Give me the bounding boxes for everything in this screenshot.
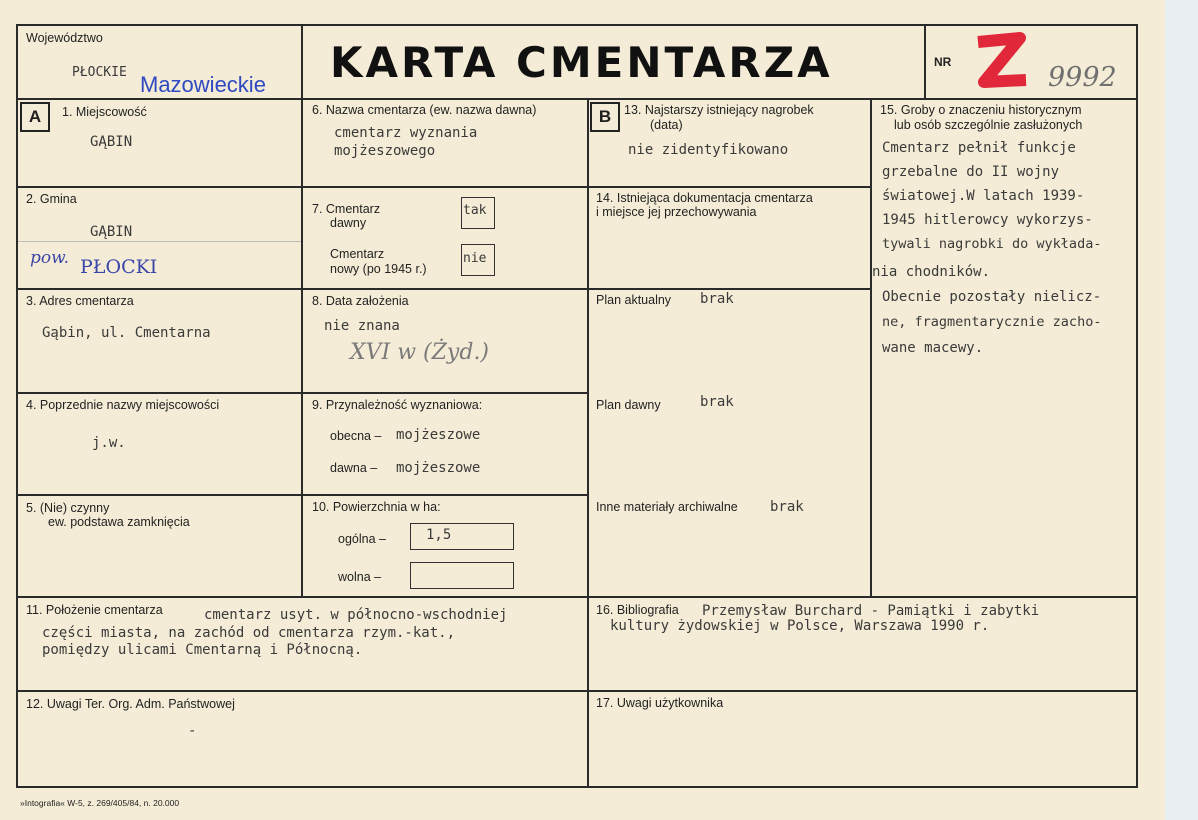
rule-col3: [870, 98, 872, 596]
f10-label: 10. Powierzchnia w ha:: [312, 500, 441, 514]
f7-label: 7. Cmentarz: [312, 202, 381, 216]
f7-dawny-value: tak: [463, 203, 487, 218]
nr-label: NR: [934, 55, 952, 69]
f2-label: 2. Gmina: [26, 192, 77, 206]
f15-line-4: 1945 hitlerowcy wykorzys-: [882, 212, 1093, 228]
f4-label: 4. Poprzednie nazwy miejscowości: [26, 398, 220, 412]
f2-divider: [18, 241, 301, 242]
f8-value: nie znana: [324, 318, 400, 334]
f17-label: 17. Uwagi użytkownika: [596, 696, 724, 710]
f1-label: 1. Miejscowość: [62, 105, 147, 119]
f2-value: GĄBIN: [90, 224, 133, 240]
f14-inne-label: Inne materiały archiwalne: [596, 500, 738, 514]
f14-plan-dawny-value: brak: [700, 394, 734, 410]
f4-value: j.w.: [92, 435, 126, 451]
wojewodztwo-value: PŁOCKIE: [72, 65, 127, 80]
f11-line2: części miasta, na zachód od cmentarza rzym.-kat.,: [42, 625, 456, 641]
f3-value: Gąbin, ul. Cmentarna: [42, 325, 211, 341]
f16-line1: Przemysław Burchard - Pamiątki i zabytki: [702, 603, 1040, 619]
f15-line-8: ne, fragmentarycznie zacho-: [882, 314, 1102, 330]
f5-label-line2: ew. podstawa zamknięcia: [48, 515, 190, 529]
f7-dawny-label: dawny: [330, 216, 367, 230]
f3-label: 3. Adres cmentarza: [26, 294, 134, 308]
f15-line-1: Cmentarz pełnił funkcje: [882, 140, 1076, 156]
rule-row2: [18, 288, 870, 290]
f9-obecna-value: mojżeszowe: [396, 427, 481, 443]
f8-label: 8. Data założenia: [312, 294, 409, 308]
f12-value: -: [188, 723, 197, 739]
scan-edge: [1165, 0, 1198, 820]
rule-nr: [924, 26, 926, 98]
f13-label-line1: 13. Najstarszy istniejący nagrobek: [624, 103, 814, 117]
f14-label-line2: i miejsce jej przechowywania: [596, 205, 757, 219]
f16-label: 16. Bibliografia: [596, 603, 679, 617]
f14-plan-aktualny-value: brak: [700, 291, 734, 307]
f8-hand: XVI w (Żyd.): [350, 340, 490, 365]
f9-dawna-value: mojżeszowe: [396, 460, 481, 476]
wojewodztwo-stamp: Mazowieckie: [140, 72, 266, 97]
rule-b13: [587, 186, 870, 188]
f2-pow-value: PŁOCKI: [80, 256, 158, 278]
f12-label: 12. Uwagi Ter. Org. Adm. Państwowej: [26, 697, 235, 711]
wojewodztwo-label: Województwo: [26, 31, 103, 45]
f16-line2: kultury żydowskiej w Polsce, Warszawa 1990 r.: [610, 618, 990, 634]
f7-nowy-label2: nowy (po 1945 r.): [330, 262, 427, 276]
f10-ogolna-value: 1,5: [426, 527, 452, 543]
f6-label: 6. Nazwa cmentarza (ew. nazwa dawna): [312, 103, 537, 117]
f15-line-7: Obecnie pozostały nielicz-: [882, 289, 1102, 305]
f11-label: 11. Położenie cmentarza: [26, 603, 163, 617]
rule-row6: [18, 690, 1136, 692]
f15-line-9: wane macewy.: [882, 340, 984, 356]
f13-label-line2: (data): [650, 118, 683, 132]
f10-wolna-label: wolna –: [338, 570, 382, 584]
f6-value-line2: mojżeszowego: [334, 143, 436, 159]
printer-footer: »Intografia« W-5, z. 269/405/84, n. 20.000: [20, 798, 180, 808]
f15-line-6: nia chodników.: [872, 264, 991, 280]
f15-line-2: grzebalne do II wojny: [882, 164, 1060, 180]
rule-header: [18, 98, 1136, 100]
rule-col2: [587, 98, 589, 788]
f1-value: GĄBIN: [90, 134, 133, 150]
f14-label-line1: 14. Istniejąca dokumentacja cmentarza: [596, 191, 813, 205]
rule-row5: [18, 596, 1136, 598]
f15-line-3: światowej.W latach 1939-: [882, 188, 1085, 204]
f9-label: 9. Przynależność wyznaniowa:: [312, 398, 483, 412]
f14-plan-dawny-label: Plan dawny: [596, 398, 661, 412]
f7-nowy-value: nie: [463, 251, 487, 266]
red-z-mark: [972, 30, 1032, 94]
f9-dawna-label: dawna –: [330, 461, 378, 475]
f10-ogolna-label: ogólna –: [338, 532, 386, 546]
f15-line-5: tywali nagrobki do wykłada-: [882, 236, 1102, 252]
f14-inne-value: brak: [770, 499, 804, 515]
rule-col1: [301, 26, 303, 596]
f2-pow-label: pow.: [30, 248, 70, 268]
nr-value: 9992: [1048, 62, 1117, 93]
f13-value: nie zidentyfikowano: [628, 142, 789, 158]
f6-value-line1: cmentarz wyznania: [334, 125, 478, 141]
f14-plan-aktualny-label: Plan aktualny: [596, 293, 672, 307]
f9-obecna-label: obecna –: [330, 429, 382, 443]
f11-line3: pomiędzy ulicami Cmentarną i Północną.: [42, 642, 363, 658]
section-b-box: B: [590, 102, 620, 132]
f7-nowy-label1: Cmentarz: [330, 247, 385, 261]
f15-label-line1: 15. Groby o znaczeniu historycznym: [880, 103, 1082, 117]
f11-line1: cmentarz usyt. w północno-wschodniej: [204, 607, 508, 623]
card-title: KARTA CMENTARZA: [330, 38, 833, 87]
f5-label-line1: 5. (Nie) czynny: [26, 501, 110, 515]
section-a-box: A: [20, 102, 50, 132]
f15-label-line2: lub osób szczególnie zasłużonych: [894, 118, 1083, 132]
f10-wolna-box: [410, 562, 514, 589]
